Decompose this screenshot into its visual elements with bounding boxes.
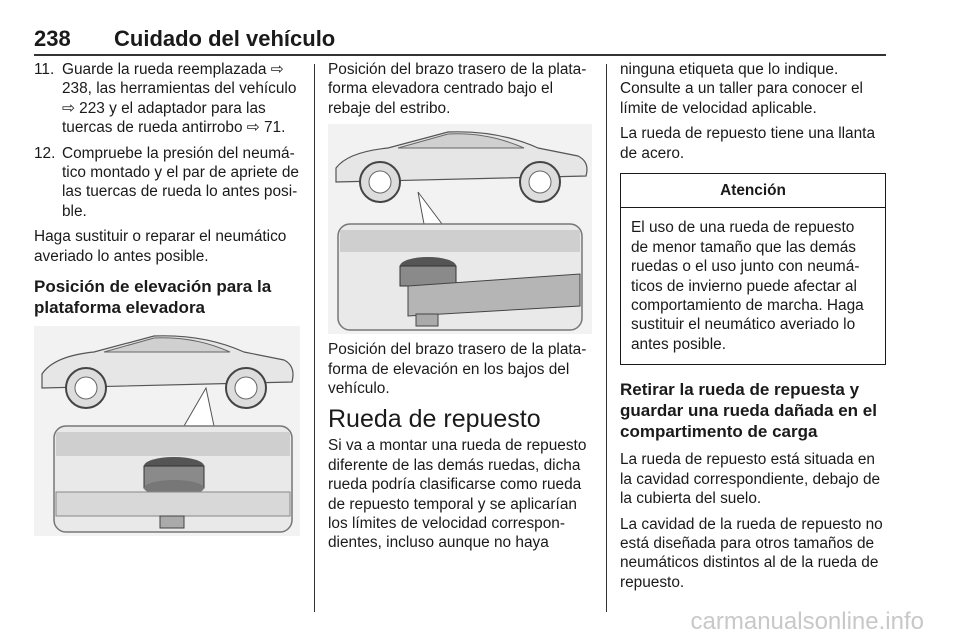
notice-title: Atención (621, 174, 885, 208)
figure-caption: Posición del brazo trasero de la plataforma de elevación en los bajos del vehículo. (328, 341, 587, 398)
section-heading: Rueda de repuesto (328, 405, 541, 434)
list-number: 11. (34, 61, 55, 78)
page-number: 238 (34, 26, 71, 51)
column-divider (606, 64, 607, 612)
paragraph: ninguna etiqueta que lo indique. Consulte a un taller para conocer el límite de velocidad aplicable. (620, 61, 863, 117)
header-divider (34, 54, 886, 56)
list-number: 12. (34, 144, 56, 162)
watermark: carmanualsonline.info (690, 608, 924, 635)
column-1 (34, 60, 300, 542)
list-text: Guarde la rueda reemplazada ⇨ 238, las herramientas del vehículo ⇨ 223 y el adaptador para las tuercas de rueda antirrobo ⇨ 71. (62, 61, 297, 137)
figure-caption: Posición del brazo trasero de la plataforma elevadora centrado bajo el rebaje del estribo. (328, 61, 587, 117)
paragraph: La rueda de repuesto está situada en la cavidad correspondiente, debajo de la cubierta del suelo. (620, 451, 881, 508)
column-divider (314, 64, 315, 612)
lift-point-illustration (328, 124, 592, 334)
lift-point-illustration (34, 326, 300, 536)
section-title: Cuidado del vehículo (114, 26, 336, 51)
list-item (34, 144, 300, 222)
paragraph: Haga sustituir o reparar el neumático averiado lo antes posible. (34, 228, 287, 265)
column-2 (328, 60, 592, 559)
list-text: Compruebe la presión del neumático montado y el par de apriete de las tuercas de rueda lo antes posible. (62, 144, 299, 220)
column-3 (620, 60, 886, 598)
subheading: Retirar la rueda de repuesta y guardar una rueda dañada en el compartimento de carga (620, 380, 877, 442)
paragraph: Si va a montar una rueda de repuesto diferente de las demás ruedas, dicha rueda podría clasificarse como rueda de repuesto temporal y se aplicarían los límites de velocidad correspondientes, incluso aunque no haya (328, 437, 587, 552)
paragraph: La cavidad de la rueda de repuesto no está diseñada para otros tamaños de neumáticos distintos al de la rueda de repuesto. (620, 515, 883, 591)
notice-body: El uso de una rueda de repuesto de menor tamaño que las demás ruedas o el uso junto con neumáticos de invierno puede afectar al comportamiento de marcha. Haga sustituir el neumático averiado lo antes posible. (631, 219, 864, 353)
page-header (34, 26, 886, 52)
list-item (34, 60, 300, 138)
warning-notice (620, 173, 886, 365)
subheading: Posición de elevación para la plataforma elevadora (34, 277, 272, 318)
paragraph: La rueda de repuesto tiene una llanta de acero. (620, 125, 875, 162)
